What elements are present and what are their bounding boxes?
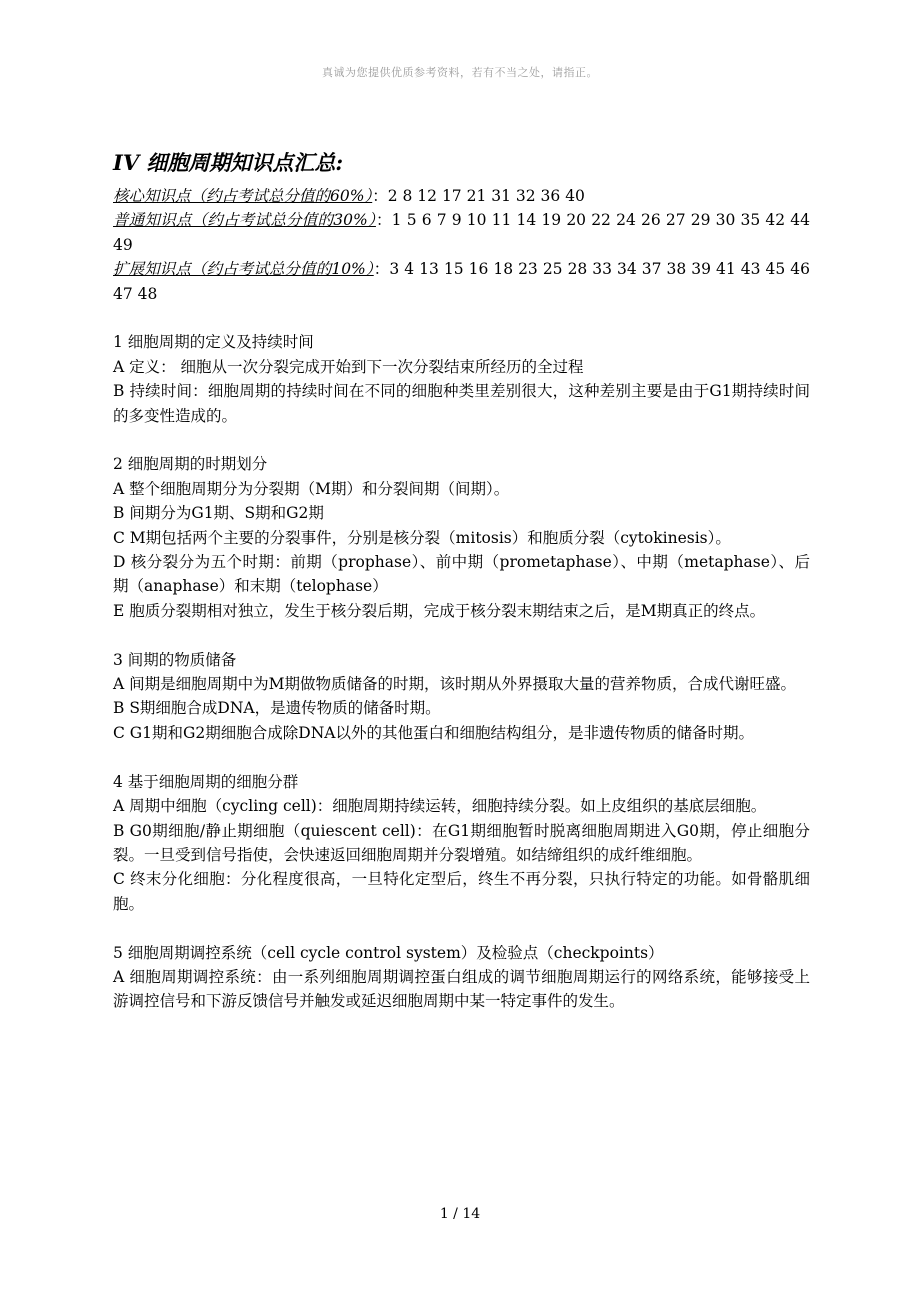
knowledge-point-general — [113, 208, 810, 257]
knowledge-point-core — [113, 184, 810, 208]
section-4 — [113, 770, 810, 916]
section-item: C G1期和G2期细胞合成除DNA以外的其他蛋白和细胞结构组分，是非遗传物质的储备时期。 — [113, 723, 754, 742]
section-item: A 整个细胞周期分为分裂期（M期）和分裂间期（间期）。 — [113, 479, 510, 498]
knowledge-point-separator: ： — [373, 260, 390, 279]
knowledge-point-summary — [113, 184, 810, 306]
section-item: B S期细胞合成DNA，是遗传物质的储备时期。 — [113, 699, 441, 718]
knowledge-point-separator: ： — [375, 211, 392, 230]
section-heading: 3 间期的物质储备 — [113, 650, 237, 669]
document-title: IV 细胞周期知识点汇总: — [113, 150, 344, 175]
section-item: B 间期分为G1期、S期和G2期 — [113, 504, 324, 523]
knowledge-point-label: 扩展知识点（约占考试总分值的10%） — [113, 260, 374, 279]
section-heading: 2 细胞周期的时期划分 — [113, 455, 268, 474]
section-heading: 1 细胞周期的定义及持续时间 — [113, 333, 314, 352]
page-header-notice: 真诚为您提供优质参考资料，若有不当之处，请指正。 — [322, 66, 598, 79]
section-item: C M期包括两个主要的分裂事件，分别是核分裂（mitosis）和胞质分裂（cytokinesis）。 — [113, 528, 731, 547]
knowledge-point-separator: ： — [372, 187, 388, 205]
knowledge-point-values: 1 5 6 7 9 10 11 14 19 20 22 24 26 27 29 30 35 42 44 49 — [113, 211, 810, 254]
knowledge-point-values: 3 4 13 15 16 18 23 25 28 33 34 37 38 39 41 43 45 46 47 48 — [113, 260, 810, 303]
page-number: 1 / 14 — [439, 1206, 481, 1222]
section-heading: 4 基于细胞周期的细胞分群 — [113, 772, 299, 791]
knowledge-point-label: 普通知识点（约占考试总分值的30%） — [113, 211, 376, 230]
section-item: A 间期是细胞周期中为M期做物质储备的时期，该时期从外界摄取大量的营养物质，合成代谢旺盛。 — [113, 675, 796, 694]
document-body — [113, 148, 810, 1014]
section-item: C 终末分化细胞：分化程度很高，一旦特化定型后，终生不再分裂，只执行特定的功能。如骨骼肌细胞。 — [113, 870, 810, 913]
section-3 — [113, 648, 810, 746]
knowledge-point-extended — [113, 257, 810, 306]
knowledge-point-label: 核心知识点（约占考试总分值的60%） — [113, 187, 373, 205]
section-5 — [113, 941, 810, 1014]
section-item: A 周期中细胞（cycling cell)：细胞周期持续运转，细胞持续分裂。如上皮组织的基底层细胞。 — [113, 797, 767, 816]
section-2 — [113, 452, 810, 623]
section-1 — [113, 330, 810, 428]
section-item: B G0期细胞/静止期细胞（quiescent cell)：在G1期细胞暂时脱离细胞周期进入G0期，停止细胞分裂。一旦受到信号指使，会快速返回细胞周期并分裂增殖。如结缔组织的成纤维细胞。 — [113, 821, 810, 864]
section-item: D 核分裂分为五个时期：前期（prophase）、前中期（prometaphase）、中期（metaphase）、后期（anaphase）和末期（telophase） — [113, 553, 810, 596]
section-item: B 持续时间：细胞周期的持续时间在不同的细胞种类里差别很大，这种差别主要是由于G1期持续时间的多变性造成的。 — [113, 382, 810, 425]
section-heading: 5 细胞周期调控系统（cell cycle control system）及检验点（checkpoints） — [113, 943, 664, 962]
knowledge-point-values: 2 8 12 17 21 31 32 36 40 — [387, 187, 585, 205]
section-item: A 细胞周期调控系统：由一系列细胞周期调控蛋白组成的调节细胞周期运行的网络系统，能够接受上游调控信号和下游反馈信号并触发或延迟细胞周期中某一特定事件的发生。 — [113, 967, 810, 1011]
section-item: A 定义： 细胞从一次分裂完成开始到下一次分裂结束所经历的全过程 — [113, 357, 584, 376]
section-item: E 胞质分裂期相对独立，发生于核分裂后期，完成于核分裂末期结束之后，是M期真正的终点。 — [113, 601, 766, 620]
